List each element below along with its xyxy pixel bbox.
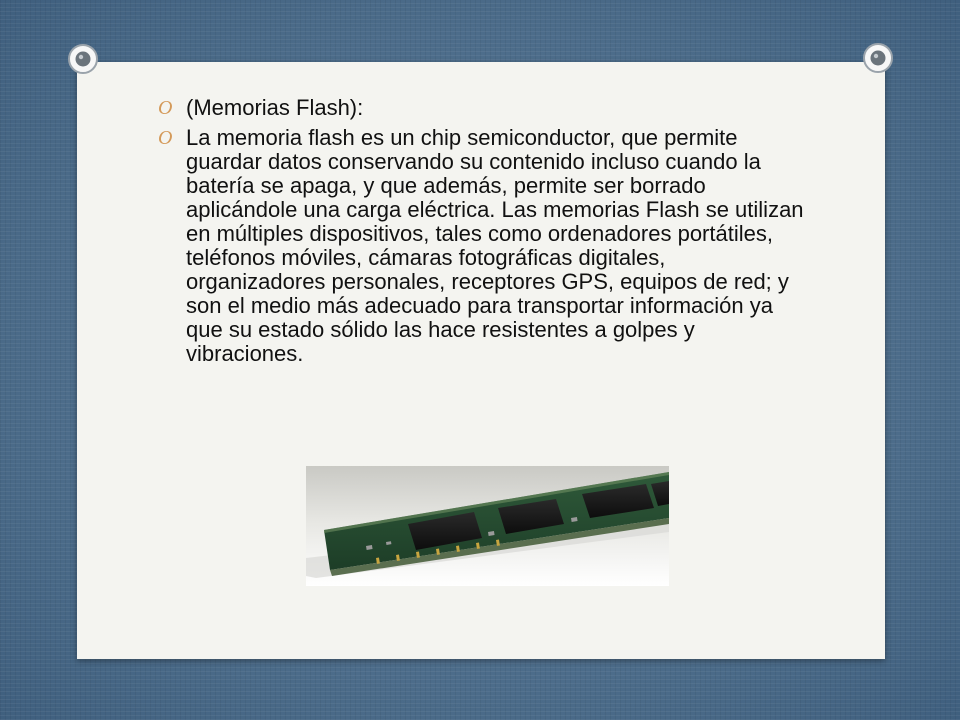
pin-icon <box>66 42 100 76</box>
bullet-item <box>158 126 808 366</box>
bullet-text: La memoria flash es un chip semiconductor, que permite guardar datos conservando su contenido incluso cuando la batería se apaga, y que además, permite ser borrado aplicándole una carga eléctrica. Las memorias Flash se utilizan en múltiples dispositivos, tales como ordenadores portátiles, teléfonos móviles, cámaras fotográficas digitales, organizadores personales, receptores GPS, equipos de red; y son el medio más adecuado para transportar información ya que su estado sólido las hace resistentes a golpes y vibraciones. <box>186 125 804 366</box>
bullet-item <box>158 96 808 120</box>
bullet-list <box>158 96 808 372</box>
bullet-text: (Memorias Flash): <box>186 95 364 120</box>
bullet-marker-icon: O <box>158 97 173 119</box>
pin-icon <box>861 41 895 75</box>
bullet-marker-icon: O <box>158 127 173 149</box>
memory-module-photo <box>306 466 669 586</box>
